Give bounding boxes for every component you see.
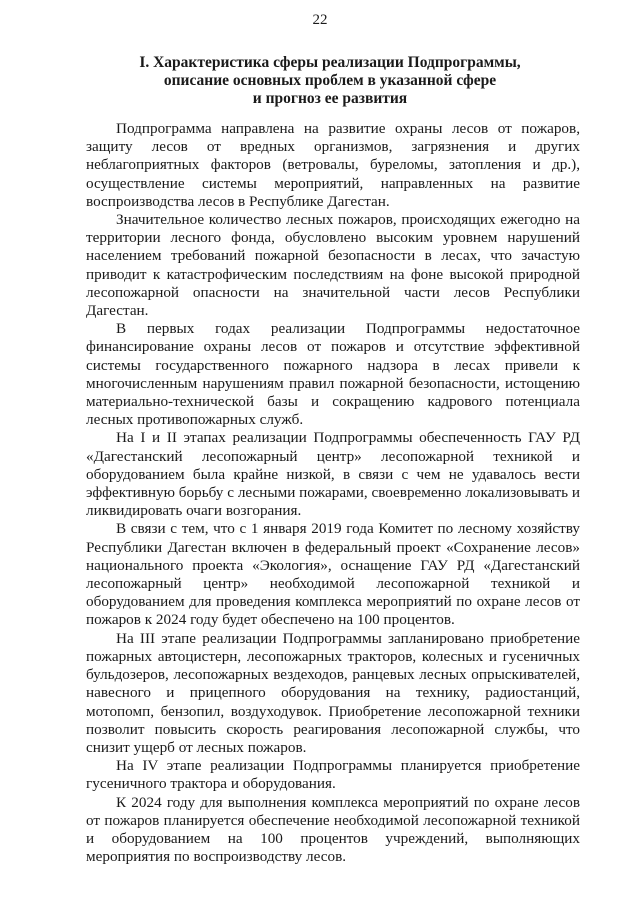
document-body (86, 120, 580, 866)
paragraph-stage-four: На IV этапе реализации Подпрограммы планируется приобретение гусеничного трактора и оборудования. (86, 757, 580, 793)
page-number: 22 (312, 12, 328, 28)
section-heading-line-3: и прогноз ее развития (252, 90, 408, 107)
paragraph-stage-three: На III этапе реализации Подпрограммы запланировано приобретение пожарных автоцистерн, лесопожарных тракторов, колесных и гусеничных бульдозеров, лесопожарных вездеходов, ранцевых лесных опрыскивателей, навесного и прицепного оборудования на технику, радиостанций, мотопомп, бензопил, воздуходувок. Приобретение лесопожарной техники позволит повысить скорость реагирования лесопожарной службы, что снизит ущерб от лесных пожаров. (86, 629, 580, 756)
paragraph-first-years: В первых годах реализации Подпрограммы недостаточное финансирование охраны лесов от пожаров и отсутствие эффективной системы государственного пожарного надзора в лесах привели к многочисленным нарушениям правил пожарной безопасности, истощению материально-технической базы и сокращению кадрового потенциала лесных противопожарных служб. (86, 320, 580, 429)
paragraph-forest-fires: Значительное количество лесных пожаров, происходящих ежегодно на территории лесного фонда, обусловлено высоким уровнем нарушений населением требований пожарной безопасности в лесах, что зачастую приводит к катастрофическим последствиям на фоне высокой природной лесопожарной опасности на значительной части лесов Республики Дагестан. (86, 211, 580, 320)
section-heading-line-1: I. Характеристика сферы реализации Подпрограммы, (139, 54, 521, 71)
paragraph-federal-project: В связи с тем, что с 1 января 2019 года Комитет по лесному хозяйству Республики Дагестан включен в федеральный проект «Сохранение лесов» национального проекта «Экология», оснащение ГАУ РД «Дагестанский лесопожарный центр» необходимой лесопожарной техникой и оборудованием для проведения комплекса мероприятий по охране лесов от пожаров к 2024 году будет обеспечено на 100 процентов. (86, 520, 580, 629)
section-heading-line-2: описание основных проблем в указанной сфере (163, 72, 497, 89)
paragraph-stages-one-two: На I и II этапах реализации Подпрограммы обеспеченность ГАУ РД «Дагестанский лесопожарный центр» лесопожарной техникой и оборудованием была крайне низкой, в связи с чем не удавалось вести эффективную борьбу с лесными пожарами, своевременно локализовывать и ликвидировать очаги возгорания. (86, 429, 580, 520)
paragraph-subprogram-purpose: Подпрограмма направлена на развитие охраны лесов от пожаров, защиту лесов от вредных организмов, загрязнения и других неблагоприятных факторов (ветровалы, буреломы, затопления и др.), осуществление системы мероприятий, направленных на развитие воспроизводства лесов в Республике Дагестан. (86, 120, 580, 210)
paragraph-2024-goal: К 2024 году для выполнения комплекса мероприятий по охране лесов от пожаров планируется обеспечение необходимой лесопожарной техникой и оборудованием на 100 процентов учреждений, выполняющих мероприятия по воспроизводству лесов. (86, 793, 580, 866)
section-heading (80, 54, 580, 108)
